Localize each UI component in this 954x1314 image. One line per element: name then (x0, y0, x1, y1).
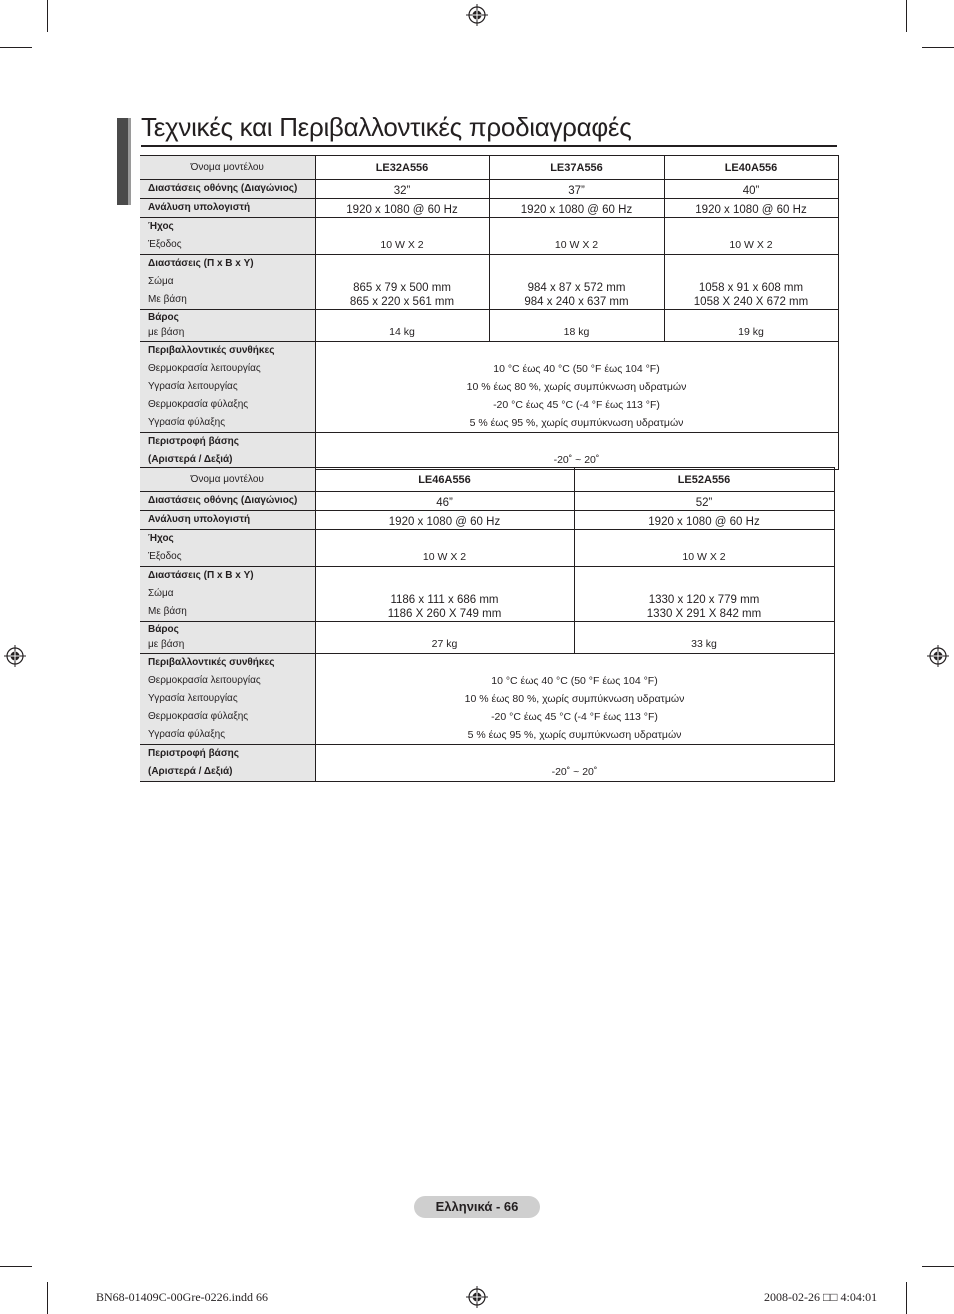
sound-label: Ήχος (148, 221, 174, 232)
title-rule (141, 145, 837, 147)
output-value: 10 W X 2 (574, 530, 834, 567)
screen-label: Διαστάσεις οθόνης (Διαγώνιος) (148, 183, 298, 194)
environment-label: Περιβαλλοντικές συνθήκες (148, 345, 275, 356)
page-number-badge: Ελληνικά - 66 (414, 1196, 540, 1218)
weight-value: 14 kg (315, 310, 489, 342)
crop-mark (0, 1266, 32, 1267)
resolution-label: Ανάλυση υπολογιστή (148, 514, 251, 525)
registration-mark-icon (466, 4, 488, 26)
dimensions-body: 984 x 87 x 572 mm (527, 282, 626, 294)
weight-label: Βάρος (148, 312, 179, 323)
weight-stand-label: με βάση (148, 327, 185, 338)
weight-value: 19 kg (664, 310, 838, 342)
output-value: 10 W X 2 (315, 530, 574, 567)
operating-humidity-value: 10 % έως 80 %, χωρίς συμπύκνωση υδρατμών (466, 381, 687, 393)
crop-mark (922, 47, 954, 48)
resolution-value: 1920 x 1080 @ 60 Hz (315, 199, 489, 218)
crop-mark (922, 1266, 954, 1267)
operating-temp-label: Θερμοκρασία λειτουργίας (148, 675, 261, 686)
weight-value: 33 kg (574, 622, 834, 654)
operating-humidity-label: Υγρασία λειτουργίας (148, 381, 238, 392)
swivel-direction-label: (Αριστερά / Δεξιά) (148, 454, 233, 465)
operating-temp-value: 10 °C έως 40 °C (50 °F έως 104 °F) (491, 675, 658, 687)
swivel-value: -20˚ ~ 20˚ (315, 433, 838, 470)
model-name: LE52A556 (574, 468, 834, 492)
output-value: 10 W X 2 (664, 218, 838, 255)
dimensions-body: 1186 x 111 x 686 mm (390, 594, 499, 606)
screen-label: Διαστάσεις οθόνης (Διαγώνιος) (148, 495, 298, 506)
swivel-value: -20˚ ~ 20˚ (315, 745, 834, 782)
screen-value: 40” (664, 180, 838, 199)
operating-humidity-value: 10 % έως 80 %, χωρίς συμπύκνωση υδρατμών (464, 693, 685, 705)
model-name: LE40A556 (664, 156, 838, 180)
storage-humidity-label: Υγρασία φύλαξης (148, 417, 226, 428)
operating-temp-value: 10 °C έως 40 °C (50 °F έως 104 °F) (493, 363, 660, 375)
weight-value: 18 kg (489, 310, 664, 342)
crop-mark (0, 47, 32, 48)
weight-stand-label: με βάση (148, 639, 185, 650)
resolution-label: Ανάλυση υπολογιστή (148, 202, 251, 213)
swivel-label: Περιστροφή βάσης (148, 748, 239, 759)
dimensions-body: 1058 x 91 x 608 mm (698, 282, 804, 294)
resolution-value: 1920 x 1080 @ 60 Hz (574, 511, 834, 530)
registration-mark-icon (466, 1286, 488, 1308)
dimensions-stand: 1330 X 291 X 842 mm (646, 608, 762, 620)
sound-label: Ήχος (148, 533, 174, 544)
storage-temp-label: Θερμοκρασία φύλαξης (148, 711, 249, 722)
output-value: 10 W X 2 (489, 218, 664, 255)
dimensions-body: 1330 x 120 x 779 mm (648, 594, 760, 606)
crop-mark (906, 1282, 907, 1314)
with-stand-label: Με βάση (148, 294, 187, 305)
with-stand-label: Με βάση (148, 606, 187, 617)
model-name: LE32A556 (315, 156, 489, 180)
swivel-label: Περιστροφή βάσης (148, 436, 239, 447)
page-title: Τεχνικές και Περιβαλλοντικές προδιαγραφές (141, 112, 632, 142)
screen-value: 46” (315, 492, 574, 511)
crop-mark (47, 0, 48, 32)
screen-value: 37” (489, 180, 664, 199)
weight-label: Βάρος (148, 624, 179, 635)
model-label: Όνομα μοντέλου (140, 156, 315, 180)
model-name: LE37A556 (489, 156, 664, 180)
crop-mark (906, 0, 907, 32)
dimensions-stand: 865 x 220 x 561 mm (349, 296, 455, 308)
body-label: Σώμα (148, 276, 174, 287)
screen-value: 32” (315, 180, 489, 199)
resolution-value: 1920 x 1080 @ 60 Hz (315, 511, 574, 530)
dimensions-stand: 1058 X 240 X 672 mm (693, 296, 809, 308)
screen-value: 52” (574, 492, 834, 511)
storage-temp-label: Θερμοκρασία φύλαξης (148, 399, 249, 410)
spec-table-2 (140, 467, 835, 782)
registration-mark-icon (4, 645, 26, 667)
dimensions-body: 865 x 79 x 500 mm (353, 282, 451, 294)
swivel-direction-label: (Αριστερά / Δεξιά) (148, 766, 233, 777)
dimensions-stand: 1186 X 260 X 749 mm (387, 608, 502, 620)
environment-label: Περιβαλλοντικές συνθήκες (148, 657, 275, 668)
model-name: LE46A556 (315, 468, 574, 492)
dimensions-label: Διαστάσεις (Π x Β x Υ) (148, 258, 254, 269)
title-accent-bar (128, 118, 131, 205)
storage-humidity-value: 5 % έως 95 %, χωρίς συμπύκνωση υδρατμών (467, 729, 682, 741)
operating-humidity-label: Υγρασία λειτουργίας (148, 693, 238, 704)
output-value: 10 W X 2 (315, 218, 489, 255)
operating-temp-label: Θερμοκρασία λειτουργίας (148, 363, 261, 374)
footer-timestamp: 2008-02-26 □□ 4:04:01 (764, 1290, 878, 1304)
storage-humidity-value: 5 % έως 95 %, χωρίς συμπύκνωση υδρατμών (469, 417, 684, 429)
storage-temp-value: -20 °C έως 45 °C (-4 °F έως 113 °F) (493, 399, 660, 411)
footer-file-name: BN68-01409C-00Gre-0226.indd 66 (96, 1290, 268, 1304)
dimensions-stand: 984 x 240 x 637 mm (524, 296, 629, 308)
storage-humidity-label: Υγρασία φύλαξης (148, 729, 226, 740)
output-label: Έξοδος (148, 551, 182, 562)
registration-mark-icon (927, 645, 949, 667)
dimensions-label: Διαστάσεις (Π x Β x Υ) (148, 570, 254, 581)
resolution-value: 1920 x 1080 @ 60 Hz (664, 199, 838, 218)
resolution-value: 1920 x 1080 @ 60 Hz (489, 199, 664, 218)
weight-value: 27 kg (315, 622, 574, 654)
crop-mark (47, 1282, 48, 1314)
body-label: Σώμα (148, 588, 174, 599)
model-label: Όνομα μοντέλου (140, 468, 315, 492)
spec-table-1 (140, 155, 839, 470)
storage-temp-value: -20 °C έως 45 °C (-4 °F έως 113 °F) (491, 711, 658, 723)
output-label: Έξοδος (148, 239, 182, 250)
